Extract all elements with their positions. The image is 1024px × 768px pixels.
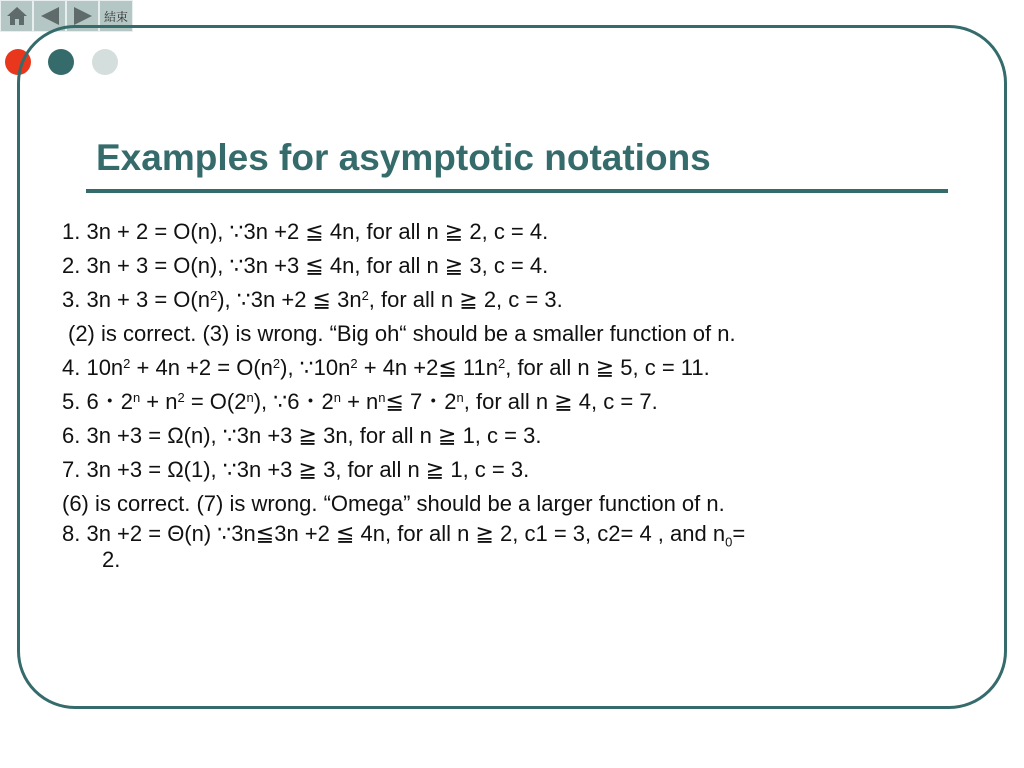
back-arrow-icon [39,5,61,27]
example-line-3: 3. $3n + 3 = O(n^2)$, ∵3n +2 ≦ $3n^2$, for all n ≧ 2, c = 3. [62,287,563,312]
example-line-4: 4. $10n^2 + 4n +2 = O(n^2)$, $\because 10n^2 + 4n$ +2≦ $11n^2$, for all n ≧ 5, c = 11. [62,355,710,380]
forward-arrow-icon [72,5,94,27]
note-line-big-oh: (2) is correct. (3) is wrong. “Big oh“ should be a smaller function of n. [68,321,736,346]
end-show-button[interactable]: 結束 [99,0,133,32]
home-button[interactable] [0,0,33,32]
title-underline [86,189,948,193]
example-line-8: 8. 3n +2 = Θ(n) ∵3n≦3n +2 ≦ 4n, for all n ≧ 2, c1 = 3, c2= 4 , and $n_0=$ 2. [62,521,962,573]
example-line-2: 2. 3n + 3 = O(n), ∵3n +3 ≦ 4n, for all n ≧ 3, c = 4. [62,253,549,278]
example-line-5: 5. 6・$2^n + n^2 = O(2^n)$, ∵6・$2^n$ + $n^n≦$ 7・2$^n$, for all n ≧ 4, c = 7. [62,389,658,414]
example-line-8-continuation: 2. [102,547,121,572]
example-line-7: 7. 3n +3 = Ω(1), ∵3n +3 ≧ 3, for all n ≧ 1, c = 3. [62,457,530,482]
example-line-6: 6. 3n +3 = Ω(n), ∵3n +3 ≧ 3n, for all n ≧ 1, c = 3. [62,423,542,448]
slide-title: Examples for asymptotic notations [96,137,711,178]
slide-content [62,215,962,573]
home-icon [6,6,28,26]
example-line-1: 1. 3n + 2 = O(n), ∵3n +2 ≦ 4n, for all n ≧ 2, c = 4. [62,219,549,244]
note-line-omega: (6) is correct. (7) is wrong. “Omega” should be a larger function of n. [62,491,725,516]
